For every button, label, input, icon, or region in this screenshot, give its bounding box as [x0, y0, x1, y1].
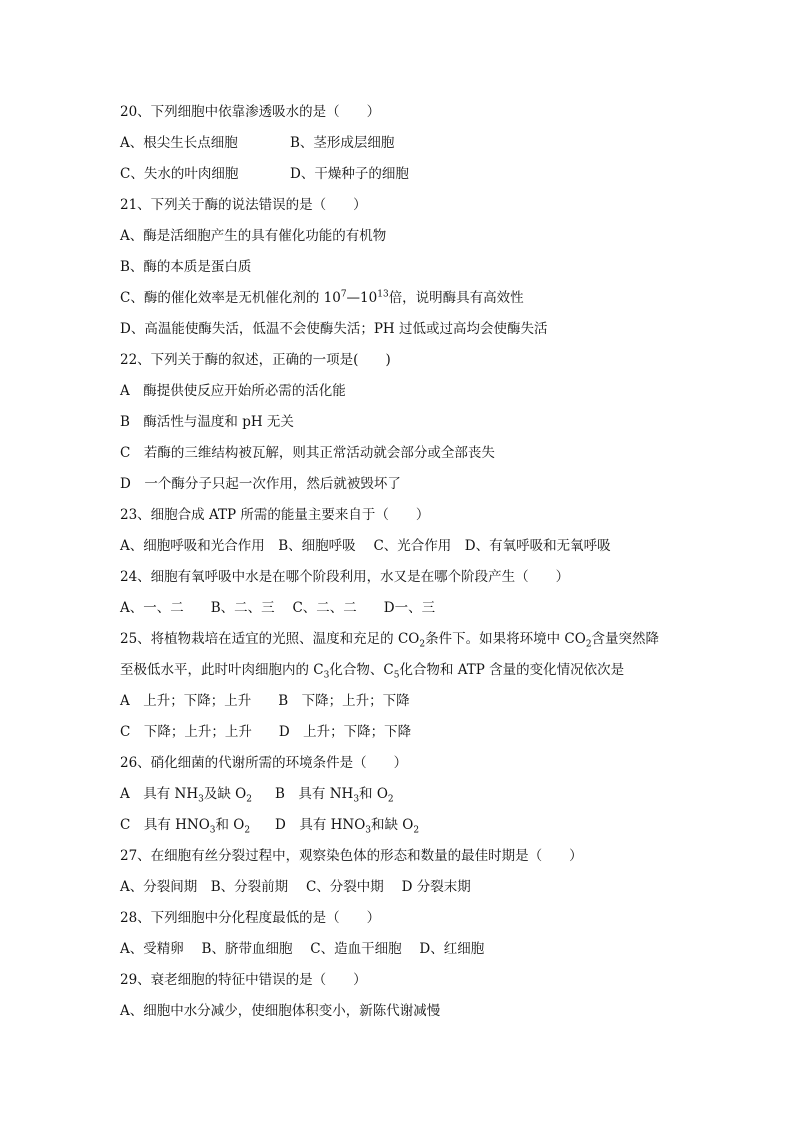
q25-s1-sub-2: 2: [585, 639, 592, 650]
q29-option-a: A、细胞中水分减少，使细胞体积变小，新陈代谢减慢: [120, 1003, 441, 1019]
q26-b-text-2: 和 O: [359, 786, 388, 802]
q26-option-d: [275, 814, 419, 836]
q26-a-text-2: 及缺 O: [203, 786, 247, 802]
q25-s2-text-2: 化合物、C: [329, 662, 394, 678]
question-25-stem-line-2: [120, 659, 690, 690]
q26-c-sub-2: 2: [244, 825, 251, 836]
q27-options: A、分裂间期 B、分裂前期 C、分裂中期 D 分裂末期: [120, 879, 471, 895]
q25-options-cd: C 下降；上升；上升 D 上升；下降；下降: [120, 724, 412, 740]
q26-b-text-1: B 具有 NH: [275, 786, 354, 802]
q25-s1-text-2: 条件下。如果将环境中 CO: [425, 631, 586, 647]
q20-option-c: C、失水的叶肉细胞: [120, 166, 239, 182]
question-23-stem: 23、细胞合成 ATP 所需的能量主要来自于（ ）: [120, 507, 430, 523]
q21-option-b: B、酶的本质是蛋白质: [120, 259, 252, 275]
q21-option-c: [120, 287, 690, 318]
question-20-stem: 20、下列细胞中依靠渗透吸水的是（ ）: [120, 104, 381, 120]
q26-b-sub-1: 3: [353, 794, 360, 805]
question-25-stem-line-1: [120, 628, 690, 659]
q22-option-d: D 一个酶分子只起一次作用，然后就被毁坏了: [120, 476, 401, 492]
q21-c-text-2: —10: [346, 290, 378, 306]
q21-c-exponent-1: 7: [340, 289, 347, 300]
question-21-stem: 21、下列关于酶的说法错误的是（ ）: [120, 197, 367, 213]
question-20-options-ab: [120, 132, 690, 163]
q25-s1-text-3: 含量突然降: [591, 631, 660, 647]
question-26-stem: 26、硝化细菌的代谢所需的环境条件是（ ）: [120, 755, 408, 771]
q26-option-b: [275, 783, 394, 805]
q26-options-cd: [120, 814, 690, 845]
q26-options-ab: [120, 783, 690, 814]
question-22-stem: 22、下列关于酶的叙述，正确的一项是( ): [120, 352, 391, 368]
question-24-stem: 24、细胞有氧呼吸中水是在哪个阶段利用，水又是在哪个阶段产生（ ）: [120, 569, 570, 585]
q23-options: A、细胞呼吸和光合作用 B、细胞呼吸 C、光合作用 D、有氧呼吸和无氧呼吸: [120, 538, 611, 554]
q26-a-sub-1: 3: [198, 794, 204, 805]
q26-a-text-1: A 具有 NH: [120, 786, 199, 802]
q26-c-text-2: 和 O: [215, 817, 245, 833]
q21-option-a: A、酶是活细胞产生的具有催化功能的有机物: [120, 228, 387, 244]
q22-option-c: C 若酶的三维结构被瓦解，则其正常活动就会部分或全部丧失: [120, 445, 495, 461]
q28-options: A、受精卵 B、脐带血细胞 C、造血干细胞 D、红细胞: [120, 941, 485, 957]
question-29-stem: 29、衰老细胞的特征中错误的是（ ）: [120, 972, 367, 988]
q26-d-text-2: 和缺 O: [371, 817, 414, 833]
q20-option-d: D、干燥种子的细胞: [290, 166, 409, 182]
q26-c-sub-1: 3: [209, 825, 216, 836]
q26-c-text-1: C 具有 HNO: [120, 817, 210, 833]
q26-option-c: [120, 814, 275, 836]
q20-option-a: A、根尖生长点细胞: [120, 135, 238, 151]
q25-s2-sub-1: 3: [323, 670, 330, 681]
q22-option-a: A 酶提供使反应开始所必需的活化能: [120, 383, 346, 399]
q25-options-ab: A 上升；下降；上升 B 下降；上升；下降: [120, 693, 410, 709]
q22-option-b: B 酶活性与温度和 pH 无关: [120, 414, 294, 430]
q21-option-d: D、高温能使酶失活，低温不会使酶失活；PH 过低或过高均会使酶失活: [120, 321, 548, 337]
q26-a-sub-2: 2: [246, 794, 252, 805]
q26-option-a: [120, 783, 275, 805]
q26-d-sub-1: 3: [365, 825, 372, 836]
q26-d-text-1: D 具有 HNO: [275, 817, 366, 833]
q21-c-text-3: 倍，说明酶具有高效性: [388, 290, 524, 306]
question-28-stem: 28、下列细胞中分化程度最低的是（ ）: [120, 910, 381, 926]
q20-option-b: B、茎形成层细胞: [290, 135, 395, 151]
q21-c-text-1: C、酶的催化效率是无机催化剂的 10: [120, 290, 341, 306]
q24-options: A、一、二 B、二、三 C、二、二 D一、三: [120, 600, 436, 616]
question-27-stem: 27、在细胞有丝分裂过程中，观察染色体的形态和数量的最佳时期是（ ）: [120, 848, 583, 864]
q21-c-exponent-2: 13: [377, 289, 389, 300]
q26-b-sub-2: 2: [387, 794, 394, 805]
q25-s2-text-3: 化合物和 ATP 含量的变化情况依次是: [399, 662, 625, 678]
document-page: [120, 101, 690, 1031]
q25-s1-text-1: 25、将植物栽培在适宜的光照、温度和充足的 CO: [120, 631, 420, 647]
q25-s2-sub-2: 5: [393, 670, 400, 681]
q25-s1-sub-1: 2: [419, 639, 426, 650]
q26-d-sub-2: 2: [413, 825, 420, 836]
question-20-options-cd: [120, 163, 690, 194]
q25-s2-text-1: 至极低水平，此时叶肉细胞内的 C: [120, 662, 324, 678]
